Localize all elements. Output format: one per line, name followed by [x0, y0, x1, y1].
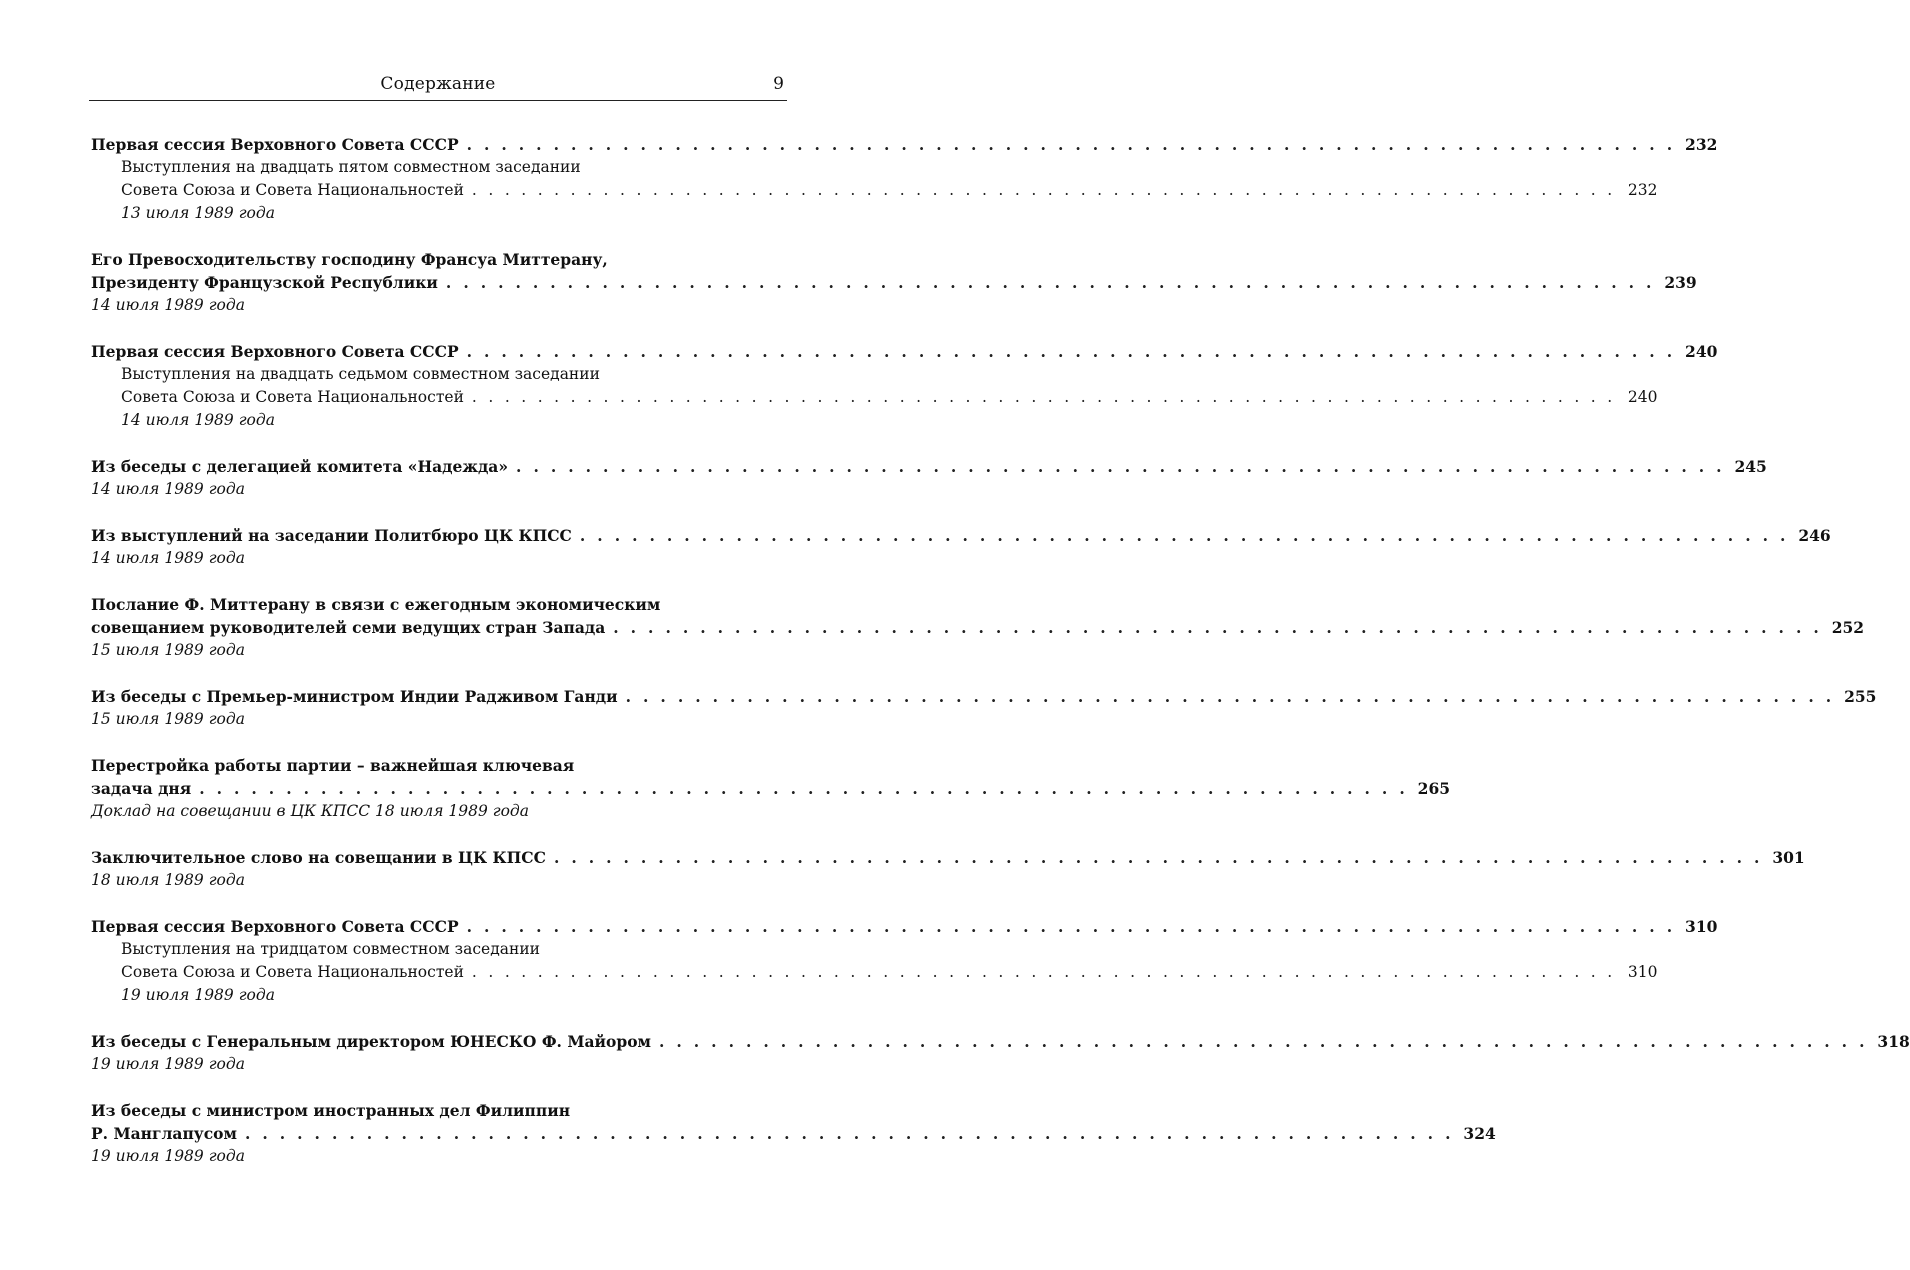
- entry-title-line-text: Из беседы с Генеральным директором ЮНЕСКО Ф. Майором: [91, 1032, 651, 1051]
- running-header: [89, 72, 787, 101]
- dot-leader: . . . . . . . . . . . . . . . . . . . . . . . . . . . . . . . . . . . . . . . . . . . . . . . . . . . . . . . . . . . . . . . . . . . . . .: [199, 779, 1409, 798]
- entry-subtitle-line: [91, 938, 731, 961]
- toc-entry: [91, 915, 1718, 1007]
- toc-entry: [91, 593, 1865, 662]
- page-number: 232: [1685, 135, 1718, 154]
- entry-date-text: 14 июля 1989 года: [121, 411, 275, 429]
- toc-entry: [91, 1030, 1910, 1076]
- entry-date: [91, 869, 731, 892]
- entry-date-text: 14 июля 1989 года: [91, 480, 245, 498]
- entry-title-line: [91, 248, 731, 271]
- page-number: 318: [1877, 1032, 1910, 1051]
- entry-title-line-text: Первая сессия Верховного Совета СССР: [91, 917, 459, 936]
- entry-title-line-text: Президенту Французской Республики: [91, 273, 438, 292]
- header-page-number: 9: [773, 74, 784, 94]
- entry-title-line-text: Перестройка работы партии – важнейшая ключевая: [91, 756, 575, 775]
- entry-date-text: 15 июля 1989 года: [91, 710, 245, 728]
- entry-title-line: [91, 340, 1718, 363]
- page-number: 246: [1798, 526, 1831, 545]
- page-number: 301: [1772, 848, 1805, 867]
- entry-title-line-text: Из беседы с делегацией комитета «Надежда»: [91, 457, 509, 476]
- dot-leader: . . . . . . . . . . . . . . . . . . . . . . . . . . . . . . . . . . . . . . . . . . . . . . . . . . . . . . . . . . . . . . . . . . . . . .: [553, 848, 1763, 867]
- entry-title-line-text: Р. Манглапусом: [91, 1124, 237, 1143]
- dot-leader: . . . . . . . . . . . . . . . . . . . . . . . . . . . . . . . . . . . . . . . . . . . . . . . . . . . . . . . . . . . . . . . . . . . . . .: [244, 1124, 1454, 1143]
- entry-title-line-text: Послание Ф. Миттерану в связи с ежегодным экономическим: [91, 595, 661, 614]
- page-number: 265: [1417, 779, 1451, 798]
- dot-leader: . . . . . . . . . . . . . . . . . . . . . . . . . . . . . . . . . . . . . . . . . . . . . . . . . . . . . . . . . . . . . . . . . . . . . .: [659, 1032, 1868, 1051]
- toc-entry: [91, 1099, 1496, 1168]
- entry-title-line-text: Первая сессия Верховного Совета СССР: [91, 342, 459, 361]
- entry-title-line-text: Его Превосходительству господину Франсуа Миттерану,: [91, 250, 608, 269]
- entry-title-line: [91, 524, 1831, 547]
- entry-title-line-text: совещанием руководителей семи ведущих стран Запада: [91, 618, 606, 637]
- page-number: 240: [1627, 388, 1658, 406]
- entry-date: [91, 202, 731, 225]
- entry-date: [91, 478, 731, 501]
- toc-entry: [91, 524, 1831, 570]
- dot-leader: . . . . . . . . . . . . . . . . . . . . . . . . . . . . . . . . . . . . . . . . . . . . . . . . . . . . . . . . . . . . . . . . . . . . . .: [466, 135, 1676, 154]
- page-number: 245: [1734, 457, 1767, 476]
- dot-leader: . . . . . . . . . . . . . . . . . . . . . . . . . . . . . . . . . . . . . . . . . . . . . . . . . . . . . . . . . . . . . . . . . . . . . .: [625, 687, 1835, 706]
- entry-date-text: 15 июля 1989 года: [91, 641, 245, 659]
- entry-subtitle-line: [91, 386, 1658, 409]
- entry-date: [91, 409, 731, 432]
- dot-leader: . . . . . . . . . . . . . . . . . . . . . . . . . . . . . . . . . . . . . . . . . . . . . . . . . . . . . . . . . . . . . . . . . . . . . .: [445, 273, 1655, 292]
- entry-date-text: 14 июля 1989 года: [91, 296, 245, 314]
- header-title: Содержание: [380, 74, 496, 94]
- entry-date: [91, 1145, 731, 1168]
- page-number: 232: [1627, 181, 1658, 199]
- entry-subtitle-line-text: Совета Союза и Совета Национальностей: [121, 963, 464, 981]
- dot-leader: . . . . . . . . . . . . . . . . . . . . . . . . . . . . . . . . . . . . . . . . . . . . . . . . . . . . . . . . . . . . . . . . . . . . . .: [613, 618, 1823, 637]
- entry-title-line: [91, 846, 1805, 869]
- entry-subtitle-line-text: Выступления на двадцать пятом совместном заседании: [121, 158, 581, 176]
- entry-subtitle-line-text: Совета Союза и Совета Национальностей: [121, 181, 464, 199]
- entry-date: [91, 800, 731, 823]
- page-number: 310: [1627, 963, 1658, 981]
- entry-date-text: 18 июля 1989 года: [91, 871, 245, 889]
- entry-title-line-text: задача дня: [91, 779, 192, 798]
- entry-title-line: [91, 1122, 1496, 1145]
- entry-title-line-text: Заключительное слово на совещании в ЦК КПСС: [91, 848, 546, 867]
- page-number: 310: [1685, 917, 1718, 936]
- entry-subtitle-line-text: Выступления на двадцать седьмом совместном заседании: [121, 365, 600, 383]
- dot-leader: . . . . . . . . . . . . . . . . . . . . . . . . . . . . . . . . . . . . . . . . . . . . . . . . . . . . . . . . . . . . . . . . . . . . . .: [516, 457, 1725, 476]
- entry-title-line: [91, 616, 1865, 639]
- page-number: 252: [1831, 618, 1865, 637]
- dot-leader: . . . . . . . . . . . . . . . . . . . . . . . . . . . . . . . . . . . . . . . . . . . . . . . . . . . . . . . . . . . . . . . . . . . . . .: [579, 526, 1789, 545]
- entry-title-line: [91, 777, 1451, 800]
- dot-leader: . . . . . . . . . . . . . . . . . . . . . . . . . . . . . . . . . . . . . . . . . . . . . . . . . . . . . . . . . . . . . . . . . . . . . .: [466, 342, 1676, 361]
- entry-date: [91, 708, 731, 731]
- entry-title-line: [91, 455, 1767, 478]
- entry-date: [91, 1053, 731, 1076]
- toc-entry: [91, 133, 1718, 225]
- entry-date-text: 19 июля 1989 года: [91, 1147, 245, 1165]
- entry-title-line: [91, 271, 1697, 294]
- entry-subtitle-line-text: Совета Союза и Совета Национальностей: [121, 388, 464, 406]
- entry-subtitle-line-text: Выступления на тридцатом совместном заседании: [121, 940, 540, 958]
- entry-date-text: 19 июля 1989 года: [91, 1055, 245, 1073]
- entry-date-text: Доклад на совещании в ЦК КПСС 18 июля 1989 года: [91, 802, 529, 820]
- entry-subtitle-line: [91, 156, 731, 179]
- entry-title-line: [91, 685, 1877, 708]
- dot-leader: . . . . . . . . . . . . . . . . . . . . . . . . . . . . . . . . . . . . . . . . . . . . . . . . . . . . . . . . . . . . . . . . . . . . . .: [471, 181, 1616, 199]
- page-number: 239: [1664, 273, 1697, 292]
- toc-entry: [91, 340, 1718, 432]
- toc-entry: [91, 455, 1767, 501]
- entry-title-line: [91, 1099, 731, 1122]
- entry-title-line: [91, 1030, 1910, 1053]
- entry-title-line-text: Из беседы с министром иностранных дел Филиппин: [91, 1101, 571, 1120]
- entry-date-text: 14 июля 1989 года: [91, 549, 245, 567]
- table-of-contents: [91, 133, 1910, 1191]
- entry-date: [91, 294, 731, 317]
- page-number: 324: [1463, 1124, 1496, 1143]
- entry-title-line-text: Из выступлений на заседании Политбюро ЦК КПСС: [91, 526, 572, 545]
- entry-subtitle-line: [91, 179, 1658, 202]
- entry-date: [91, 547, 731, 570]
- toc-entry: [91, 248, 1697, 317]
- entry-title-line: [91, 593, 731, 616]
- page-number: 240: [1685, 342, 1718, 361]
- toc-entry: [91, 754, 1451, 823]
- entry-title-line: [91, 915, 1718, 938]
- entry-subtitle-line: [91, 961, 1658, 984]
- entry-date: [91, 984, 731, 1007]
- toc-entry: [91, 846, 1805, 892]
- dot-leader: . . . . . . . . . . . . . . . . . . . . . . . . . . . . . . . . . . . . . . . . . . . . . . . . . . . . . . . . . . . . . . . . . . . . . .: [466, 917, 1676, 936]
- entry-date: [91, 639, 731, 662]
- entry-date-text: 19 июля 1989 года: [121, 986, 275, 1004]
- toc-entry: [91, 685, 1877, 731]
- entry-title-line-text: Первая сессия Верховного Совета СССР: [91, 135, 459, 154]
- entry-date-text: 13 июля 1989 года: [121, 204, 275, 222]
- dot-leader: . . . . . . . . . . . . . . . . . . . . . . . . . . . . . . . . . . . . . . . . . . . . . . . . . . . . . . . . . . . . . . . . . . . . . .: [471, 388, 1616, 406]
- entry-subtitle-line: [91, 363, 731, 386]
- entry-title-line: [91, 754, 731, 777]
- dot-leader: . . . . . . . . . . . . . . . . . . . . . . . . . . . . . . . . . . . . . . . . . . . . . . . . . . . . . . . . . . . . . . . . . . . . . .: [471, 963, 1616, 981]
- entry-title-line-text: Из беседы с Премьер-министром Индии Радживом Ганди: [91, 687, 618, 706]
- page-number: 255: [1844, 687, 1877, 706]
- entry-title-line: [91, 133, 1718, 156]
